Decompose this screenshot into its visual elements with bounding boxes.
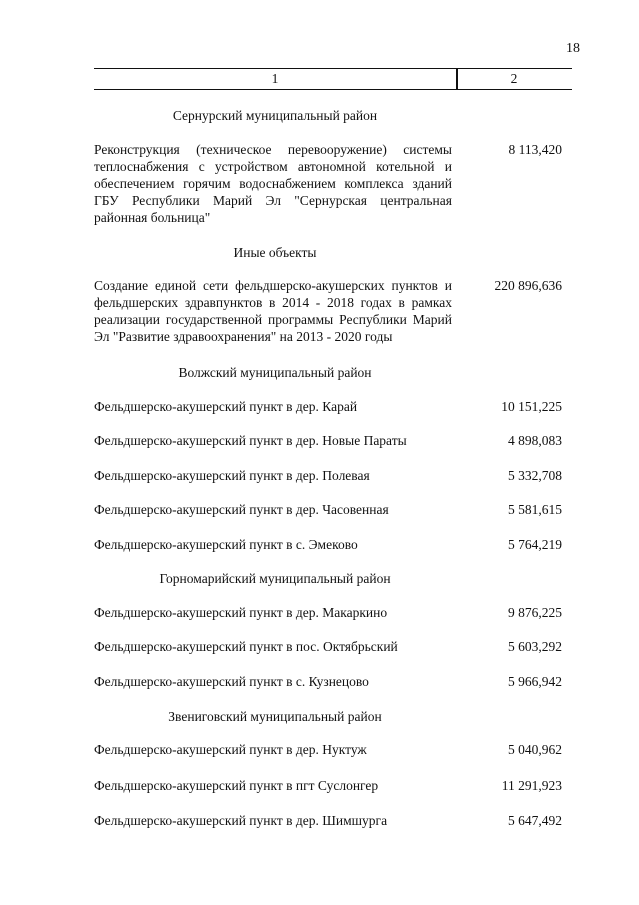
item-value: 8 113,420 <box>508 142 562 157</box>
item-value: 4 898,083 <box>508 433 562 448</box>
item-text: Фельдшерско-акушерский пункт в дер. Нуктуж <box>94 742 367 757</box>
column-header-2: 2 <box>510 71 518 86</box>
item-text: Фельдшерско-акушерский пункт в дер. Часовенная <box>94 502 389 517</box>
item-text: Создание единой сети фельдшерско-акушерских пунктов и фельдшерских здравпунктов в 2014 - 2018 годах в рамках реализации государственной программы Республики Марий Эл "Развитие здравоохранения" на 2013 - 2020 годы <box>94 278 452 344</box>
item-text: Фельдшерско-акушерский пункт в с. Эмеково <box>94 537 358 552</box>
page-number: 18 <box>566 41 580 56</box>
item-value: 5 966,942 <box>508 674 562 689</box>
item-value: 5 040,962 <box>508 742 562 757</box>
item-value: 5 332,708 <box>508 468 562 483</box>
section-title: Волжский муниципальный район <box>178 365 372 380</box>
item-text: Фельдшерско-акушерский пункт в дер. Новые Параты <box>94 433 407 448</box>
item-text: Фельдшерско-акушерский пункт в пос. Октябрьский <box>94 639 398 654</box>
item-value: 220 896,636 <box>494 278 562 293</box>
column-header-1: 1 <box>271 71 279 86</box>
item-text: Фельдшерско-акушерский пункт в дер. Карай <box>94 399 358 414</box>
item-value: 5 603,292 <box>508 639 562 654</box>
table-header <box>94 68 572 90</box>
item-text: Фельдшерско-акушерский пункт в дер. Полевая <box>94 468 370 483</box>
section-title: Иные объекты <box>233 245 317 260</box>
item-text: Фельдшерско-акушерский пункт в дер. Шимшурга <box>94 813 388 828</box>
section-title: Сернурский муниципальный район <box>172 108 378 123</box>
item-value: 5 581,615 <box>508 502 562 517</box>
item-value: 11 291,923 <box>501 778 562 793</box>
item-value: 5 764,219 <box>508 537 562 552</box>
item-text: Фельдшерско-акушерский пункт в дер. Макаркино <box>94 605 388 620</box>
item-text: Фельдшерско-акушерский пункт в с. Кузнецово <box>94 674 369 689</box>
item-value: 10 151,225 <box>501 399 562 414</box>
item-text: Фельдшерско-акушерский пункт в пгт Суслонгер <box>94 778 379 793</box>
item-text: Реконструкция (техническое перевооружение) системы теплоснабжения с устройством автономной котельной и обеспечением горячим водоснабжением комплекса зданий ГБУ Республики Марий Эл "Сернурская центральная районная больница" <box>94 142 452 225</box>
item-value: 5 647,492 <box>508 813 562 828</box>
section-title: Горномарийский муниципальный район <box>159 571 391 586</box>
item-value: 9 876,225 <box>508 605 562 620</box>
section-title: Звениговский муниципальный район <box>168 709 382 724</box>
